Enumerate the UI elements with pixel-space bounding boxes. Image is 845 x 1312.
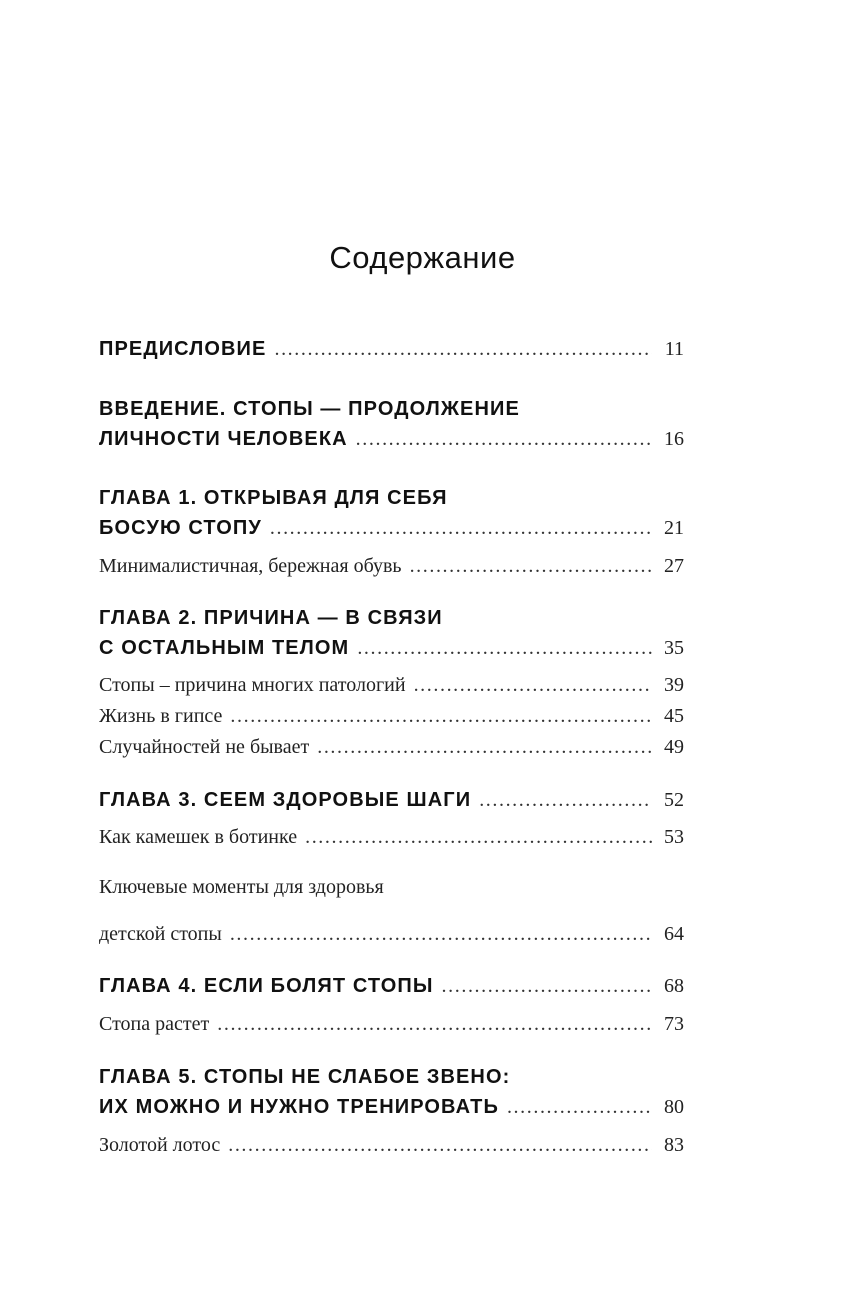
toc-heading-text: ИХ МОЖНО И НУЖНО ТРЕНИРОВАТЬ bbox=[99, 1096, 499, 1118]
toc-entry-line bbox=[99, 876, 684, 906]
page-number: 21 bbox=[664, 517, 684, 539]
toc-entry-line bbox=[99, 428, 684, 458]
page-number: 45 bbox=[664, 705, 684, 727]
toc-entry-line bbox=[99, 487, 684, 517]
page-number: 53 bbox=[664, 826, 684, 848]
toc-heading-text: ГЛАВА 1. ОТКРЫВАЯ ДЛЯ СЕБЯ bbox=[99, 487, 448, 509]
page-number: 73 bbox=[664, 1013, 684, 1035]
page-number: 52 bbox=[664, 789, 684, 811]
toc-subheading-text: Минималистичная, бережная обувь bbox=[99, 555, 402, 577]
toc-subheading-text: Случайностей не бывает bbox=[99, 736, 310, 758]
dot-leader bbox=[230, 705, 652, 728]
toc-subheading-text: Стопы – причина многих патологий bbox=[99, 674, 406, 696]
dot-leader bbox=[230, 923, 652, 946]
dot-leader bbox=[317, 736, 652, 759]
toc-subheading-text: Жизнь в гипсе bbox=[99, 705, 223, 727]
page-number: 11 bbox=[664, 338, 684, 360]
dot-leader bbox=[507, 1096, 652, 1119]
toc-subheading-text: детской стопы bbox=[99, 923, 222, 945]
toc-entry-line bbox=[99, 517, 684, 547]
toc-heading-text: ГЛАВА 4. ЕСЛИ БОЛЯТ СТОПЫ bbox=[99, 975, 434, 997]
dot-leader bbox=[228, 1134, 652, 1157]
dot-leader bbox=[479, 789, 652, 812]
dot-leader bbox=[414, 674, 652, 697]
page-number: 27 bbox=[664, 555, 684, 577]
dot-leader bbox=[217, 1013, 652, 1036]
toc-heading-text: С ОСТАЛЬНЫМ ТЕЛОМ bbox=[99, 637, 350, 659]
toc-entry-line bbox=[99, 789, 684, 819]
toc-entry-line bbox=[99, 338, 684, 368]
toc-entry-line bbox=[99, 555, 684, 585]
page-number: 64 bbox=[664, 923, 684, 945]
dot-leader bbox=[305, 826, 652, 849]
toc-subheading-text: Стопа растет bbox=[99, 1013, 210, 1035]
dot-leader bbox=[274, 338, 652, 361]
toc-entry-line bbox=[99, 637, 684, 667]
toc-entry-line bbox=[99, 705, 684, 735]
page-number: 68 bbox=[664, 975, 684, 997]
toc-entry-line bbox=[99, 1066, 684, 1096]
toc-heading-text: ГЛАВА 5. СТОПЫ НЕ СЛАБОЕ ЗВЕНО: bbox=[99, 1066, 511, 1088]
toc-entry-line bbox=[99, 1096, 684, 1126]
toc-subheading-text: Как камешек в ботинке bbox=[99, 826, 298, 848]
toc-entry-line bbox=[99, 975, 684, 1005]
page-number: 16 bbox=[664, 428, 684, 450]
dot-leader bbox=[442, 975, 652, 998]
page-number: 39 bbox=[664, 674, 684, 696]
toc-entry-line bbox=[99, 826, 684, 856]
dot-leader bbox=[270, 517, 652, 540]
toc-heading-text: ГЛАВА 3. СЕЕМ ЗДОРОВЫЕ ШАГИ bbox=[99, 789, 472, 811]
toc-heading-text: ЛИЧНОСТИ ЧЕЛОВЕКА bbox=[99, 428, 348, 450]
page-number: 35 bbox=[664, 637, 684, 659]
toc-entry-line bbox=[99, 398, 684, 428]
toc-subheading-text: Ключевые моменты для здоровья bbox=[99, 876, 384, 898]
page-number: 83 bbox=[664, 1134, 684, 1156]
toc-heading-text: ПРЕДИСЛОВИЕ bbox=[99, 338, 267, 360]
toc-entry-line bbox=[99, 1134, 684, 1164]
toc-entry-line bbox=[99, 736, 684, 766]
page-title: Содержание bbox=[329, 240, 516, 275]
toc-heading-text: БОСУЮ СТОПУ bbox=[99, 517, 262, 539]
toc-entry-line bbox=[99, 607, 684, 637]
dot-leader bbox=[357, 637, 652, 660]
toc-heading-text: ВВЕДЕНИЕ. СТОПЫ — ПРОДОЛЖЕНИЕ bbox=[99, 398, 520, 420]
toc-entry-line bbox=[99, 1013, 684, 1043]
toc-entry-line bbox=[99, 923, 684, 953]
toc-subheading-text: Золотой лотос bbox=[99, 1134, 221, 1156]
page-number: 80 bbox=[664, 1096, 684, 1118]
toc-heading-text: ГЛАВА 2. ПРИЧИНА — В СВЯЗИ bbox=[99, 607, 443, 629]
dot-leader bbox=[356, 428, 652, 451]
dot-leader bbox=[410, 555, 652, 578]
page-number: 49 bbox=[664, 736, 684, 758]
toc-entry-line bbox=[99, 674, 684, 704]
